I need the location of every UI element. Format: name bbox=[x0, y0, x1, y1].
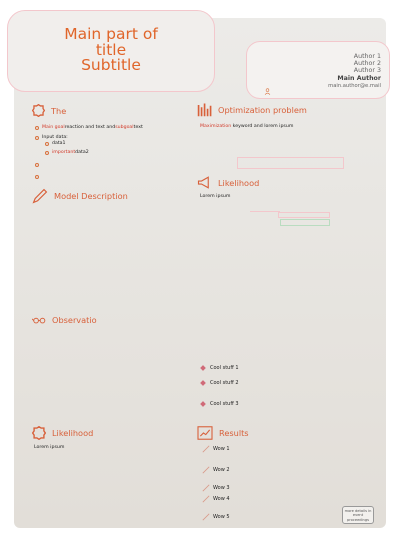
optimization-text bbox=[200, 124, 293, 129]
input-data-label: Input data: bbox=[42, 135, 68, 140]
wow-item-3 bbox=[202, 484, 230, 492]
pencil-icon bbox=[202, 466, 210, 474]
pen-icon bbox=[32, 188, 48, 204]
pencil-icon bbox=[202, 445, 210, 453]
gear-icon bbox=[32, 104, 45, 117]
author-1: Author 1 bbox=[353, 53, 381, 60]
gear-icon bbox=[32, 426, 46, 440]
section-title-optimization bbox=[197, 102, 307, 117]
megaphone-icon bbox=[197, 176, 212, 189]
wow-item-5 bbox=[202, 513, 230, 521]
title-box bbox=[7, 10, 215, 92]
data2-text: data2 bbox=[75, 150, 89, 155]
person-icon bbox=[264, 88, 271, 95]
bullet-circle-icon bbox=[45, 151, 49, 155]
bullet-circle-icon bbox=[35, 175, 39, 179]
author-email[interactable]: main.author@e.mail bbox=[328, 82, 381, 89]
goal-suffix-text: text bbox=[133, 125, 143, 130]
cool-text-3: Cool stuff 3 bbox=[210, 401, 239, 407]
section-label-observation: Observatio bbox=[52, 315, 97, 325]
bullet-circle-icon bbox=[35, 163, 39, 167]
section-title-model bbox=[32, 188, 128, 204]
likelihood-right-text: Lorem ipsum bbox=[200, 194, 231, 199]
bullet-circle-icon bbox=[35, 136, 39, 140]
main-goal-text: Main goal bbox=[42, 125, 65, 130]
empty-bullet-1 bbox=[35, 163, 42, 167]
faint-box bbox=[278, 212, 330, 218]
cool-item-2 bbox=[201, 380, 239, 386]
section-title-the bbox=[32, 104, 66, 117]
subtitle: Subtitle bbox=[81, 56, 141, 74]
empty-bullet-2 bbox=[35, 175, 42, 179]
cool-item-1 bbox=[201, 365, 239, 371]
wow-text-2: Wow 2 bbox=[213, 467, 230, 473]
faint-box bbox=[237, 157, 344, 169]
section-label-optimization: Optimization problem bbox=[218, 104, 307, 115]
subgoal-text: subgoal bbox=[115, 125, 134, 130]
goal-bullet bbox=[35, 125, 143, 130]
maximization-keyword: Maximization bbox=[200, 124, 232, 129]
more-details-box[interactable] bbox=[342, 506, 374, 524]
more-line-3: proceedings bbox=[347, 517, 369, 522]
title-line-1: Main part of bbox=[64, 25, 158, 43]
diamond-icon bbox=[200, 401, 206, 407]
bullet-circle-icon bbox=[45, 142, 49, 146]
important-text: important bbox=[52, 150, 76, 155]
glasses-icon bbox=[32, 316, 46, 324]
section-title-observation bbox=[32, 315, 97, 325]
likelihood-left-text: Lorem ipsum bbox=[34, 445, 65, 450]
wow-text-1: Wow 1 bbox=[213, 446, 230, 452]
author-2: Author 2 bbox=[353, 60, 381, 68]
data2-bullet bbox=[45, 150, 89, 155]
author-box bbox=[246, 41, 390, 99]
data1-text: data1 bbox=[52, 141, 66, 146]
wow-text-4: Wow 4 bbox=[213, 496, 230, 502]
wow-text-5: Wow 5 bbox=[213, 514, 230, 520]
bullet-circle-icon bbox=[35, 126, 39, 130]
more-line-2: event bbox=[352, 513, 364, 518]
line-chart-icon bbox=[197, 426, 213, 440]
faint-line bbox=[250, 211, 280, 212]
wow-item-2 bbox=[202, 466, 230, 474]
section-title-likelihood-left bbox=[32, 426, 93, 440]
pencil-icon bbox=[202, 513, 210, 521]
goal-mid-text: reaction and text and bbox=[64, 125, 116, 130]
bar-chart-icon bbox=[197, 102, 212, 117]
faint-box bbox=[280, 219, 330, 226]
section-title-results bbox=[197, 426, 249, 440]
title-line-2: title bbox=[95, 40, 127, 59]
optimization-rest: keyword and lorem ipsum bbox=[231, 124, 294, 129]
diamond-icon bbox=[200, 380, 206, 386]
wow-text-3: Wow 3 bbox=[213, 485, 230, 491]
cool-text-1: Cool stuff 1 bbox=[210, 365, 239, 371]
data1-bullet bbox=[45, 141, 66, 146]
input-bullet bbox=[35, 135, 68, 140]
section-label-model: Model Description bbox=[54, 191, 128, 201]
wow-item-1 bbox=[202, 445, 230, 453]
wow-item-4 bbox=[202, 495, 230, 503]
cool-item-3 bbox=[201, 401, 239, 407]
diamond-icon bbox=[200, 365, 206, 371]
author-3: Author 3 bbox=[353, 67, 381, 75]
section-label-results: Results bbox=[219, 428, 249, 438]
main-author: Main Author bbox=[337, 74, 381, 82]
section-title-likelihood-right bbox=[197, 176, 259, 189]
more-line-1: more details in bbox=[344, 508, 372, 513]
section-label-likelihood-right: Likelihood bbox=[218, 177, 260, 188]
section-label-likelihood-left: Likelihood bbox=[52, 428, 94, 438]
section-label-the: The bbox=[51, 105, 67, 116]
pencil-icon bbox=[202, 495, 210, 503]
cool-text-2: Cool stuff 2 bbox=[210, 380, 239, 386]
pencil-icon bbox=[202, 484, 210, 492]
